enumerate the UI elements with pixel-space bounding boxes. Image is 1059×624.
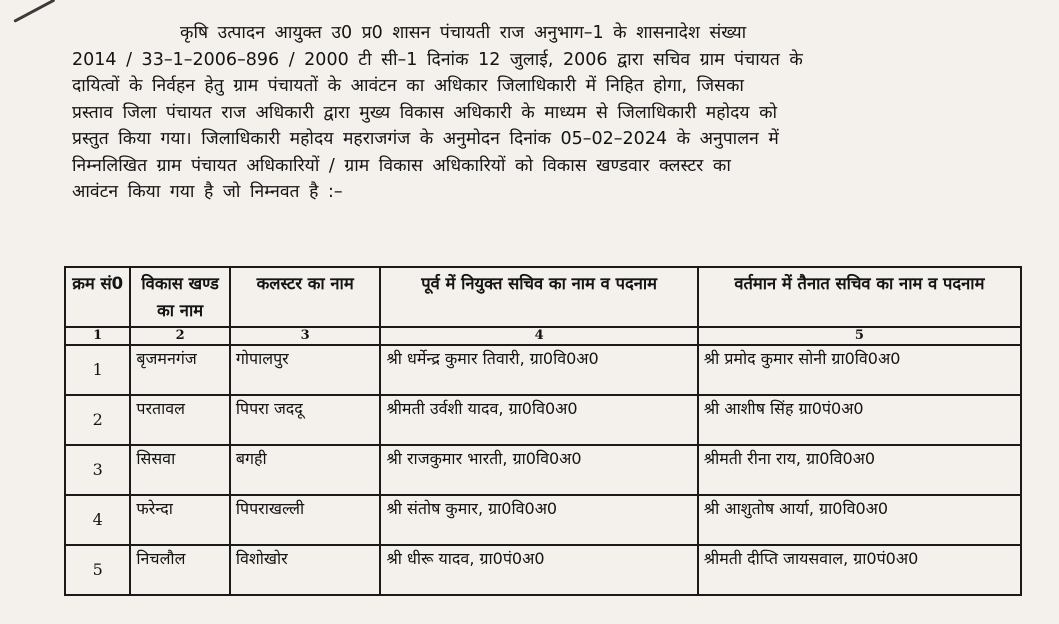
- paragraph-line: दायित्वों के निर्वहन हेतु ग्राम पंचायतों के आवंटन का अधिकार जिलाधिकारी में निहित होगा, जिसका: [72, 76, 744, 96]
- column-number: 5: [698, 327, 1021, 345]
- current-secretary-cell: श्री आशुतोष आर्या, ग्रा0वि0अ0: [698, 495, 1021, 545]
- column-number: 1: [65, 327, 130, 345]
- header-previous-secretary: पूर्व में नियुक्त सचिव का नाम व पदनाम: [380, 267, 697, 327]
- table-row: [65, 395, 1021, 445]
- table-row: [65, 495, 1021, 545]
- serial-no-cell: 1: [65, 345, 130, 395]
- paragraph-line: 2014 / 33–1–2006–896 / 2000 टी सी–1 दिनांक 12 जुलाई, 2006 द्वारा सचिव ग्राम पंचायत के: [72, 49, 803, 70]
- serial-no-cell: 5: [65, 545, 130, 595]
- block-cell: सिसवा: [130, 445, 229, 495]
- table-header-row: [65, 267, 1021, 327]
- allocation-table: [64, 266, 1022, 596]
- current-secretary-cell: श्री प्रमोद कुमार सोनी ग्रा0वि0अ0: [698, 345, 1021, 395]
- cluster-cell: विशोखोर: [230, 545, 381, 595]
- serial-no-cell: 3: [65, 445, 130, 495]
- pen-mark: [13, 0, 55, 23]
- paragraph-line: कृषि उत्पादन आयुक्त उ0 प्र0 शासन पंचायती राज अनुभाग–1 के शासनादेश संख्या: [180, 23, 747, 43]
- header-serial-no: क्रम सं0: [65, 267, 130, 327]
- block-cell: फरेन्दा: [130, 495, 229, 545]
- block-cell: परतावल: [130, 395, 229, 445]
- table-row: [65, 545, 1021, 595]
- cluster-cell: पिपरा जददू: [230, 395, 381, 445]
- previous-secretary-cell: श्री संतोष कुमार, ग्रा0वि0अ0: [380, 495, 697, 545]
- header-block-name: विकास खण्ड का नाम: [130, 267, 229, 327]
- previous-secretary-cell: श्री राजकुमार भारती, ग्रा0वि0अ0: [380, 445, 697, 495]
- current-secretary-cell: श्रीमती दीप्ति जायसवाल, ग्रा0पं0अ0: [698, 545, 1021, 595]
- header-current-secretary: वर्तमान में तैनात सचिव का नाम व पदनाम: [698, 267, 1021, 327]
- serial-no-cell: 4: [65, 495, 130, 545]
- serial-no-cell: 2: [65, 395, 130, 445]
- cluster-cell: बगही: [230, 445, 381, 495]
- block-cell: बृजमनगंज: [130, 345, 229, 395]
- column-number: 3: [230, 327, 381, 345]
- paragraph-line: प्रस्तुत किया गया। जिलाधिकारी महोदय महराजगंज के अनुमोदन दिनांक 05–02–2024 के अनुपालन में: [72, 129, 779, 149]
- table-row: [65, 345, 1021, 395]
- paragraph-line: प्रस्ताव जिला पंचायत राज अधिकारी द्वारा मुख्य विकास अधिकारी के माध्यम से जिलाधिकारी महोदय को: [72, 102, 778, 123]
- intro-paragraph: [72, 0, 1034, 206]
- header-cluster-name: कलस्टर का नाम: [230, 267, 381, 327]
- current-secretary-cell: श्री आशीष सिंह ग्रा0पं0अ0: [698, 395, 1021, 445]
- column-number-row: [65, 327, 1021, 345]
- previous-secretary-cell: श्री धर्मेन्द्र कुमार तिवारी, ग्रा0वि0अ0: [380, 345, 697, 395]
- previous-secretary-cell: श्रीमती उर्वशी यादव, ग्रा0वि0अ0: [380, 395, 697, 445]
- cluster-cell: गोपालपुर: [230, 345, 381, 395]
- block-cell: निचलौल: [130, 545, 229, 595]
- table-row: [65, 445, 1021, 495]
- column-number: 4: [380, 327, 697, 345]
- paragraph-line: निम्नलिखित ग्राम पंचायत अधिकारियों / ग्राम विकास अधिकारियों को विकास खण्डवार क्लस्टर का: [72, 155, 731, 176]
- current-secretary-cell: श्रीमती रीना राय, ग्रा0वि0अ0: [698, 445, 1021, 495]
- cluster-cell: पिपराखल्ली: [230, 495, 381, 545]
- paragraph-line: आवंटन किया गया है जो निम्नवत है :–: [72, 182, 343, 202]
- column-number: 2: [130, 327, 229, 345]
- previous-secretary-cell: श्री धीरू यादव, ग्रा0पं0अ0: [380, 545, 697, 595]
